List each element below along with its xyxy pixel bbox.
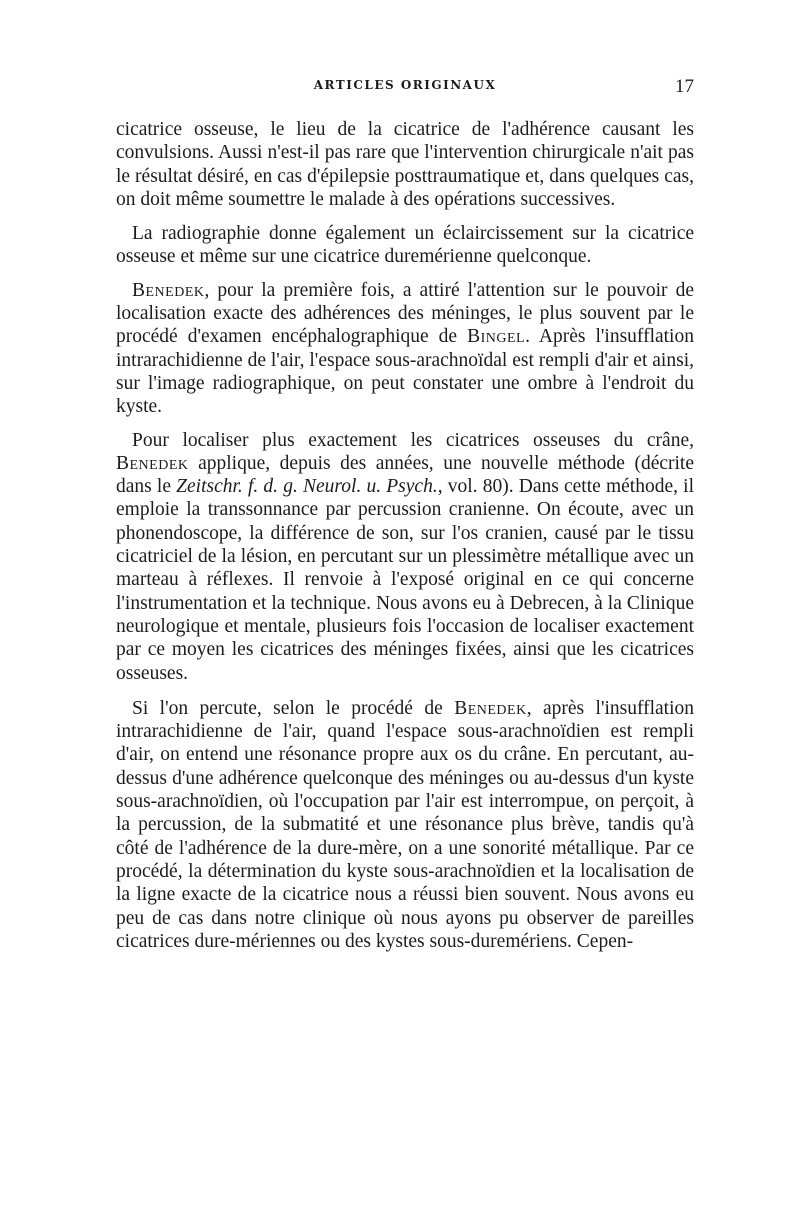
paragraph-1: cicatrice osseuse, le lieu de la cicatrice de l'adhérence causant les convulsions. Aussi n'est-il pas rare que l'intervention chirurgicale n'ait pas le résultat désiré, en cas d'épilepsie posttraumatique et, dans quelques cas, on doit même soumettre le malade à des opérations successives. — [116, 119, 694, 210]
paragraph-5-text-a: Si l'on percute, selon le procédé de — [132, 697, 455, 719]
author-name-benedek: Benedek — [132, 279, 205, 301]
paragraph-4 — [116, 429, 694, 685]
page-number: 17 — [675, 76, 694, 97]
author-name-bingel: Bingel — [467, 326, 526, 348]
author-name-benedek: Benedek — [454, 697, 527, 719]
running-title: ARTICLES ORIGINAUX — [313, 78, 497, 92]
journal-citation: Zeitschr. f. d. g. Neurol. u. Psych. — [176, 476, 438, 498]
body-text — [116, 118, 694, 953]
paragraph-2: La radiographie donne également un éclaircissement sur la cicatrice osseuse et même sur une cicatrice duremérienne quelconque. — [116, 223, 694, 268]
author-name-benedek: Benedek — [116, 452, 189, 474]
paragraph-4-text-b: applique, depuis des années, une nouvelle méthode (décrite dans le — [116, 452, 694, 498]
paragraph-4-text-c: , vol. 80). Dans cette méthode, il emploie la transsonnance par percussion cranienne. On écoute, avec un phonendoscope, la différence de son, sur l'os cranien, causé par le tissu cicatriciel de la lésion, en percutant sur un plessimètre métallique avec un marteau à réflexes. Il renvoie à l'exposé original en ce qui concerne l'instrumentation et la technique. Nous avons eu à Debrecen, à la Clinique neurologique et mentale, plusieurs fois l'occasion de localiser exactement par ce moyen les cicatrices des méninges fixées, ainsi que les cicatrices osseuses. — [116, 476, 694, 684]
paragraph-3 — [116, 279, 694, 419]
paragraph-4-text-a: Pour localiser plus exactement les cicatrices osseuses du crâne, — [132, 429, 694, 451]
paragraph-5 — [116, 697, 694, 953]
paragraph-3-text-a: , pour la première fois, a attiré l'attention sur le pouvoir de localisation exacte des adhérences des méninges, le plus souvent par le procédé d'examen encéphalographique de — [116, 279, 694, 348]
running-head — [116, 78, 694, 102]
paragraph-5-text-b: , après l'insufflation intrarachidienne de l'air, quand l'espace sous-arachnoïdien est rempli d'air, on entend une résonance propre aux os du crâne. En percutant, au-dessus d'une adhérence quelconque des méninges ou au-dessus d'un kyste sous-arachnoïdien, où l'occupation par l'air est interrompue, on perçoit, à la percussion, de la submatité et une résonance plus brève, tandis qu'à côté de l'adhérence de la dure-mère, on a une sonorité métallique. Par ce procédé, la détermination du kyste sous-arachnoïdien et la localisation de la ligne exacte de la cicatrice nous a réussi bien souvent. Nous avons eu peu de cas dans notre clinique où nous ayons pu observer de pareilles cicatrices dure-mériennes ou des kystes sous-duremériens. Cepen- — [116, 697, 695, 952]
paragraph-3-text-b: . Après l'insufflation intrarachidienne de l'air, l'espace sous-arachnoïdal est rempli d'air et ainsi, sur l'image radiographique, on peut constater une ombre à l'endroit du kyste. — [116, 326, 694, 418]
